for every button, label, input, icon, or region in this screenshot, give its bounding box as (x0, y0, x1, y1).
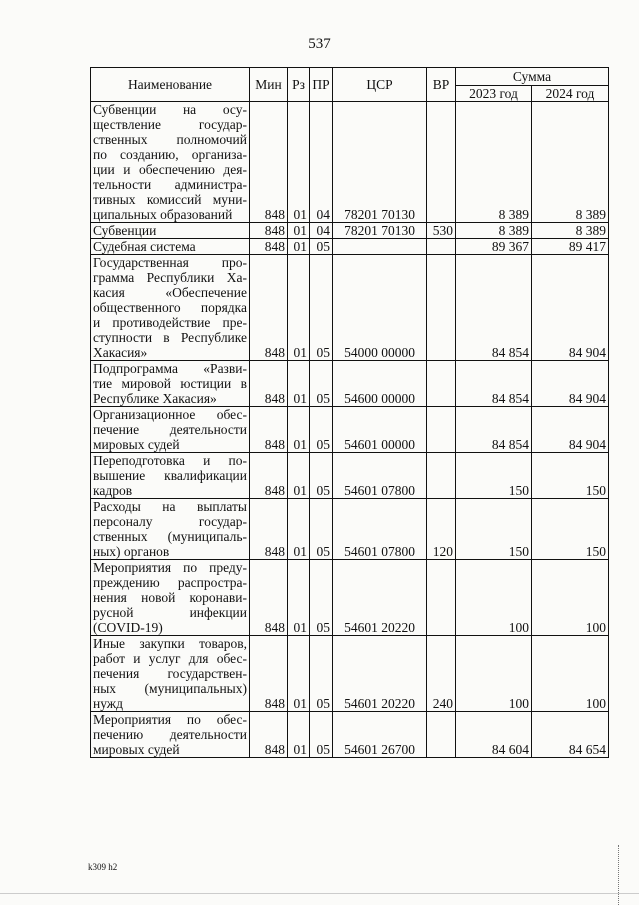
cell-min: 848 (250, 636, 288, 712)
cell-name (91, 560, 250, 636)
cell-sum-2023: 100 (456, 560, 532, 636)
table-row (91, 223, 609, 239)
cell-pr: 05 (310, 499, 333, 560)
cell-rz: 01 (288, 712, 310, 758)
cell-min: 848 (250, 499, 288, 560)
name-line: Иные закупки товаров, (93, 636, 247, 651)
name-line: Расходы на выплаты (93, 499, 247, 514)
cell-min: 848 (250, 712, 288, 758)
name-line: кадров (93, 483, 133, 498)
footer-code: k309 h2 (88, 862, 118, 872)
name-line: (COVID-19) (93, 620, 163, 635)
cell-pr: 05 (310, 560, 333, 636)
cell-rz: 01 (288, 255, 310, 361)
scan-bottom-line (0, 893, 639, 894)
cell-pr: 05 (310, 255, 333, 361)
cell-sum-2024: 84 904 (532, 361, 609, 407)
name-line: печению деятельности (93, 727, 247, 742)
name-line: ступности в Республике (93, 330, 247, 345)
name-line: Хакасия» (93, 345, 148, 360)
cell-sum-2023: 84 604 (456, 712, 532, 758)
cell-sum-2024: 8 389 (532, 102, 609, 223)
cell-sum-2023: 8 389 (456, 223, 532, 239)
name-line: печения государствен- (93, 666, 247, 681)
name-line: общественного порядка (93, 300, 247, 315)
table-row (91, 255, 609, 361)
cell-vr: 530 (427, 223, 456, 239)
name-line: Переподготовка и по- (93, 453, 247, 468)
table-row (91, 453, 609, 499)
name-line: нужд (93, 696, 123, 711)
cell-rz: 01 (288, 560, 310, 636)
name-line: тие мировой юстиции в (93, 376, 247, 391)
cell-csr: 54601 07800 (333, 499, 427, 560)
cell-csr: 54601 00000 (333, 407, 427, 453)
cell-sum-2024: 84 904 (532, 407, 609, 453)
table-row (91, 102, 609, 223)
table-row (91, 712, 609, 758)
cell-sum-2023: 150 (456, 499, 532, 560)
cell-sum-2023: 89 367 (456, 239, 532, 255)
cell-vr (427, 102, 456, 223)
cell-csr: 78201 70130 (333, 223, 427, 239)
name-line: Судебная система (93, 239, 196, 254)
cell-min: 848 (250, 102, 288, 223)
budget-table (90, 67, 609, 758)
cell-csr: 78201 70130 (333, 102, 427, 223)
cell-vr (427, 712, 456, 758)
name-line: и противодействие пре- (93, 315, 247, 330)
header-sum: Сумма (456, 68, 609, 86)
cell-sum-2024: 150 (532, 453, 609, 499)
cell-name (91, 499, 250, 560)
name-line: ственных полномочий (93, 132, 247, 147)
cell-sum-2024: 84 904 (532, 255, 609, 361)
name-line: персоналу государ- (93, 514, 247, 529)
cell-vr (427, 255, 456, 361)
cell-vr (427, 239, 456, 255)
header-rz: Рз (288, 68, 310, 102)
header-year-2023: 2023 год (456, 86, 532, 102)
cell-sum-2024: 89 417 (532, 239, 609, 255)
header-min: Мин (250, 68, 288, 102)
header-pr: ПР (310, 68, 333, 102)
cell-sum-2023: 150 (456, 453, 532, 499)
table-row (91, 560, 609, 636)
table-row (91, 239, 609, 255)
header-year-2024: 2024 год (532, 86, 609, 102)
cell-rz: 01 (288, 499, 310, 560)
cell-name (91, 255, 250, 361)
cell-rz: 01 (288, 223, 310, 239)
name-line: Мероприятия по обес- (93, 712, 247, 727)
header-csr: ЦСР (333, 68, 427, 102)
cell-pr: 05 (310, 453, 333, 499)
name-line: ных) органов (93, 544, 170, 559)
cell-sum-2024: 150 (532, 499, 609, 560)
name-line: ных (муниципальных) (93, 681, 247, 696)
cell-min: 848 (250, 239, 288, 255)
cell-pr: 05 (310, 712, 333, 758)
cell-name (91, 407, 250, 453)
cell-vr (427, 361, 456, 407)
name-line: тельности администра- (93, 177, 247, 192)
cell-sum-2023: 100 (456, 636, 532, 712)
cell-min: 848 (250, 255, 288, 361)
name-line: работ и услуг для обес- (93, 651, 247, 666)
cell-vr: 120 (427, 499, 456, 560)
name-line: нения новой коронави- (93, 590, 247, 605)
cell-vr: 240 (427, 636, 456, 712)
page-number: 537 (308, 36, 331, 52)
name-line: Субвенции на осу- (93, 102, 247, 117)
name-line: Государственная про- (93, 255, 247, 270)
name-line: Подпрограмма «Разви- (93, 361, 247, 376)
cell-rz: 01 (288, 636, 310, 712)
cell-csr: 54600 00000 (333, 361, 427, 407)
name-line: Мероприятия по преду- (93, 560, 247, 575)
header-name: Наименование (91, 68, 250, 102)
scan-edge-mark (618, 845, 639, 905)
name-line: по созданию, организа- (93, 147, 247, 162)
name-line: вышение квалификации (93, 468, 247, 483)
cell-rz: 01 (288, 407, 310, 453)
cell-min: 848 (250, 560, 288, 636)
cell-name (91, 712, 250, 758)
name-line: мировых судей (93, 742, 180, 757)
cell-csr (333, 239, 427, 255)
name-line: тивных комиссий муни- (93, 192, 247, 207)
cell-min: 848 (250, 223, 288, 239)
cell-sum-2023: 84 854 (456, 255, 532, 361)
cell-name (91, 636, 250, 712)
cell-sum-2023: 8 389 (456, 102, 532, 223)
name-line: ции и обеспечению дея- (93, 162, 247, 177)
cell-pr: 05 (310, 361, 333, 407)
cell-csr: 54601 26700 (333, 712, 427, 758)
cell-name (91, 239, 250, 255)
cell-sum-2024: 100 (532, 636, 609, 712)
cell-rz: 01 (288, 361, 310, 407)
name-line: касия «Обеспечение (93, 285, 247, 300)
cell-name (91, 102, 250, 223)
cell-sum-2024: 100 (532, 560, 609, 636)
cell-pr: 05 (310, 636, 333, 712)
cell-vr (427, 407, 456, 453)
name-line: ципальных образований (93, 207, 233, 222)
table-row (91, 636, 609, 712)
cell-csr: 54601 07800 (333, 453, 427, 499)
cell-vr (427, 560, 456, 636)
cell-min: 848 (250, 407, 288, 453)
cell-min: 848 (250, 453, 288, 499)
cell-csr: 54000 00000 (333, 255, 427, 361)
name-line: мировых судей (93, 437, 180, 452)
cell-name (91, 223, 250, 239)
cell-pr: 04 (310, 102, 333, 223)
cell-rz: 01 (288, 102, 310, 223)
cell-sum-2023: 84 854 (456, 407, 532, 453)
cell-name (91, 361, 250, 407)
name-line: грамма Республики Ха- (93, 270, 247, 285)
cell-vr (427, 453, 456, 499)
table-row (91, 407, 609, 453)
cell-rz: 01 (288, 239, 310, 255)
cell-sum-2024: 84 654 (532, 712, 609, 758)
name-line: Организационное обес- (93, 407, 247, 422)
table-row (91, 361, 609, 407)
name-line: ществление государ- (93, 117, 247, 132)
header-vr: ВР (427, 68, 456, 102)
cell-min: 848 (250, 361, 288, 407)
table-row (91, 499, 609, 560)
cell-sum-2023: 84 854 (456, 361, 532, 407)
name-line: русной инфекции (93, 605, 247, 620)
cell-pr: 04 (310, 223, 333, 239)
cell-pr: 05 (310, 239, 333, 255)
name-line: печение деятельности (93, 422, 247, 437)
cell-sum-2024: 8 389 (532, 223, 609, 239)
name-line: ственных (муниципаль- (93, 529, 247, 544)
cell-csr: 54601 20220 (333, 636, 427, 712)
cell-csr: 54601 20220 (333, 560, 427, 636)
cell-name (91, 453, 250, 499)
cell-pr: 05 (310, 407, 333, 453)
name-line: Субвенции (93, 223, 157, 238)
name-line: преждению распростра- (93, 575, 247, 590)
cell-rz: 01 (288, 453, 310, 499)
name-line: Республике Хакасия» (93, 391, 217, 406)
